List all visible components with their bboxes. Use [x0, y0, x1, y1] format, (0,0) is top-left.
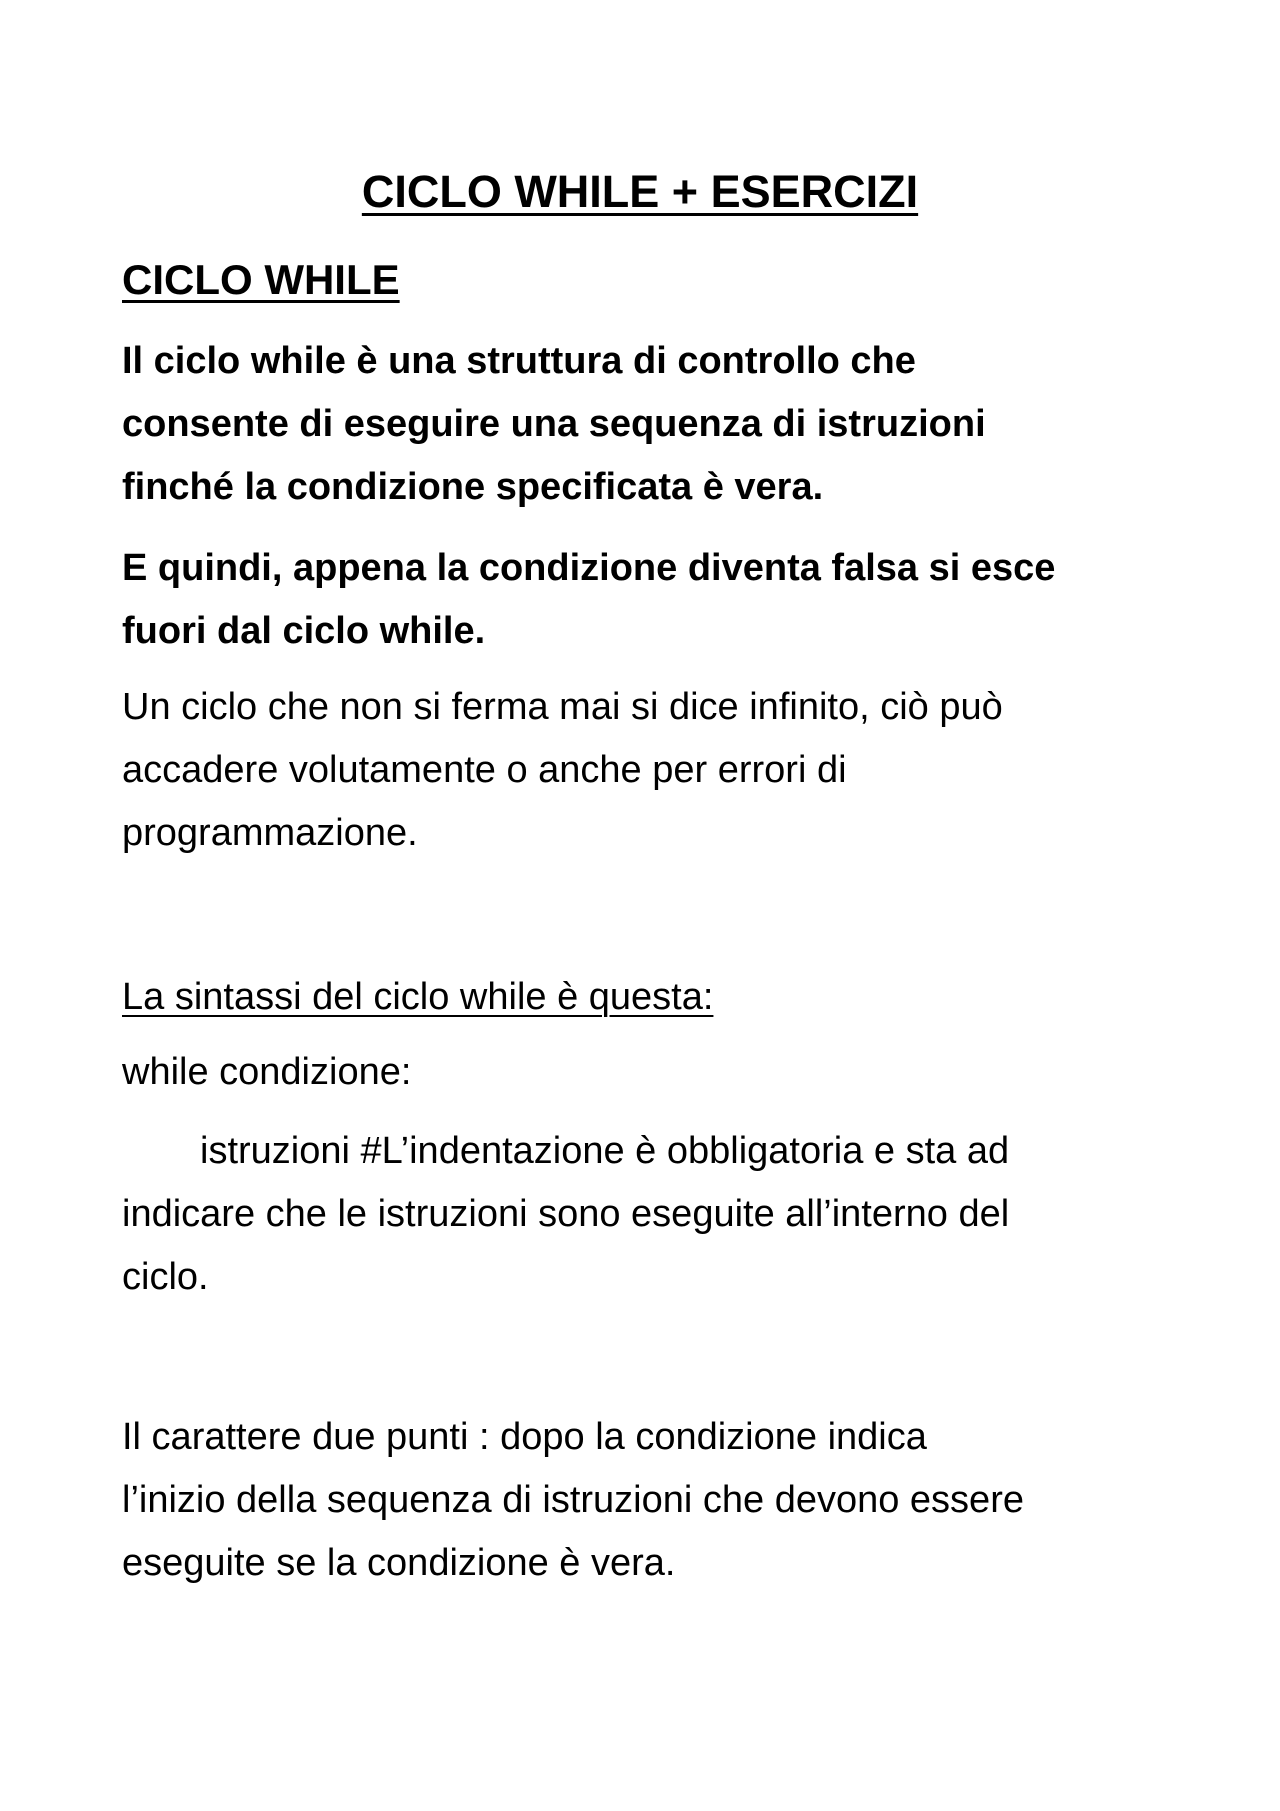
text-line: l’inizio della sequenza di istruzioni che devono essere [122, 1479, 1024, 1521]
syntax-heading: La sintassi del ciclo while è questa: [122, 976, 714, 1018]
page-title: CICLO WHILE + ESERCIZI [361, 166, 919, 217]
section-heading: CICLO WHILE [122, 256, 400, 303]
text-line: finché la condizione specificata è vera. [122, 466, 824, 508]
exit-paragraph [122, 537, 1182, 663]
text-line: fuori dal ciclo while. [122, 610, 486, 652]
text-line: Il ciclo while è una struttura di controllo che [122, 340, 916, 382]
definition-paragraph [122, 330, 1182, 519]
text-line: programmazione. [122, 812, 418, 854]
text-line: Il carattere due punti : dopo la condizione indica [122, 1416, 927, 1458]
colon-paragraph [122, 1406, 1182, 1595]
text-line: indicare che le istruzioni sono eseguite all’interno del [122, 1193, 1010, 1235]
text-line: eseguite se la condizione è vera. [122, 1542, 676, 1584]
syntax-comment-paragraph [122, 1120, 1182, 1309]
text-line: Un ciclo che non si ferma mai si dice infinito, ciò può [122, 686, 1003, 728]
text-line: accadere volutamente o anche per errori di [122, 749, 847, 791]
text-line: consente di eseguire una sequenza di istruzioni [122, 403, 986, 445]
text-line: ciclo. [122, 1256, 209, 1298]
syntax-code-line: while condizione: [122, 1051, 412, 1093]
text-line: istruzioni #L’indentazione è obbligatoria e sta ad [200, 1130, 1010, 1172]
infinite-loop-paragraph [122, 676, 1182, 865]
text-line: E quindi, appena la condizione diventa falsa si esce [122, 547, 1056, 589]
